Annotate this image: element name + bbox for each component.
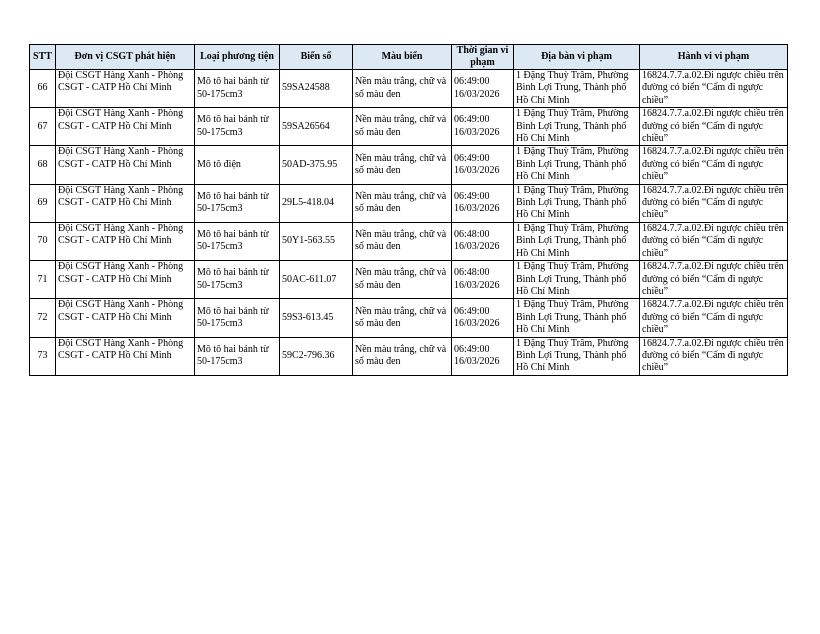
cell-violation: 16824.7.7.a.02.Đi ngược chiều trên đường có biển “Cấm đi ngược chiều” [640,299,788,337]
cell-plate: 29L5-418.04 [280,184,353,222]
cell-violation: 16824.7.7.a.02.Đi ngược chiều trên đường có biển “Cấm đi ngược chiều” [640,261,788,299]
cell-violation: 16824.7.7.a.02.Đi ngược chiều trên đường có biển “Cấm đi ngược chiều” [640,337,788,375]
cell-location: 1 Đặng Thuỳ Trâm, Phường Bình Lợi Trung, Thành phố Hồ Chí Minh [514,337,640,375]
cell-unit: Đội CSGT Hàng Xanh - Phòng CSGT - CATP Hồ Chí Minh [56,146,195,184]
table-row [30,146,788,184]
cell-vehicle-type: Mô tô hai bánh từ 50-175cm3 [195,222,280,260]
cell-violation: 16824.7.7.a.02.Đi ngược chiều trên đường có biển “Cấm đi ngược chiều” [640,70,788,108]
cell-violation: 16824.7.7.a.02.Đi ngược chiều trên đường có biển “Cấm đi ngược chiều” [640,108,788,146]
header-location: Địa bàn vi phạm [514,45,640,70]
cell-vehicle-type: Mô tô điện [195,146,280,184]
cell-time: 06:49:00 16/03/2026 [452,70,514,108]
cell-stt: 73 [30,337,56,375]
cell-unit: Đội CSGT Hàng Xanh - Phòng CSGT - CATP Hồ Chí Minh [56,184,195,222]
cell-plate: 50AC-611.07 [280,261,353,299]
cell-vehicle-type: Mô tô hai bánh từ 50-175cm3 [195,184,280,222]
cell-time: 06:48:00 16/03/2026 [452,261,514,299]
table-row [30,261,788,299]
cell-violation: 16824.7.7.a.02.Đi ngược chiều trên đường có biển “Cấm đi ngược chiều” [640,184,788,222]
cell-unit: Đội CSGT Hàng Xanh - Phòng CSGT - CATP Hồ Chí Minh [56,261,195,299]
cell-plate-color: Nền màu trắng, chữ và số màu đen [353,184,452,222]
cell-plate: 59S3-613.45 [280,299,353,337]
cell-unit: Đội CSGT Hàng Xanh - Phòng CSGT - CATP Hồ Chí Minh [56,108,195,146]
violations-table [29,44,788,376]
cell-plate-color: Nền màu trắng, chữ và số màu đen [353,70,452,108]
cell-time: 06:48:00 16/03/2026 [452,222,514,260]
cell-stt: 71 [30,261,56,299]
cell-stt: 67 [30,108,56,146]
document-page [29,44,788,376]
cell-unit: Đội CSGT Hàng Xanh - Phòng CSGT - CATP Hồ Chí Minh [56,299,195,337]
cell-plate-color: Nền màu trắng, chữ và số màu đen [353,261,452,299]
cell-unit: Đội CSGT Hàng Xanh - Phòng CSGT - CATP Hồ Chí Minh [56,337,195,375]
cell-plate: 50Y1-563.55 [280,222,353,260]
cell-plate-color: Nền màu trắng, chữ và số màu đen [353,222,452,260]
cell-plate-color: Nền màu trắng, chữ và số màu đen [353,146,452,184]
cell-plate: 59C2-796.36 [280,337,353,375]
cell-location: 1 Đặng Thuỳ Trâm, Phường Bình Lợi Trung, Thành phố Hồ Chí Minh [514,70,640,108]
header-stt: STT [30,45,56,70]
cell-vehicle-type: Mô tô hai bánh từ 50-175cm3 [195,261,280,299]
cell-location: 1 Đặng Thuỳ Trâm, Phường Bình Lợi Trung, Thành phố Hồ Chí Minh [514,299,640,337]
header-unit: Đơn vị CSGT phát hiện [56,45,195,70]
cell-vehicle-type: Mô tô hai bánh từ 50-175cm3 [195,108,280,146]
cell-location: 1 Đặng Thuỳ Trâm, Phường Bình Lợi Trung, Thành phố Hồ Chí Minh [514,146,640,184]
cell-time: 06:49:00 16/03/2026 [452,146,514,184]
cell-stt: 72 [30,299,56,337]
header-plate: Biển số [280,45,353,70]
table-row [30,222,788,260]
cell-vehicle-type: Mô tô hai bánh từ 50-175cm3 [195,337,280,375]
cell-vehicle-type: Mô tô hai bánh từ 50-175cm3 [195,299,280,337]
cell-location: 1 Đặng Thuỳ Trâm, Phường Bình Lợi Trung, Thành phố Hồ Chí Minh [514,184,640,222]
table-row [30,299,788,337]
cell-plate: 59SA26564 [280,108,353,146]
header-vehicle-type: Loại phương tiện [195,45,280,70]
cell-stt: 68 [30,146,56,184]
cell-violation: 16824.7.7.a.02.Đi ngược chiều trên đường có biển “Cấm đi ngược chiều” [640,222,788,260]
header-row [30,45,788,70]
cell-vehicle-type: Mô tô hai bánh từ 50-175cm3 [195,70,280,108]
cell-time: 06:49:00 16/03/2026 [452,337,514,375]
header-violation: Hành vi vi phạm [640,45,788,70]
cell-violation: 16824.7.7.a.02.Đi ngược chiều trên đường có biển “Cấm đi ngược chiều” [640,146,788,184]
cell-location: 1 Đặng Thuỳ Trâm, Phường Bình Lợi Trung, Thành phố Hồ Chí Minh [514,222,640,260]
cell-location: 1 Đặng Thuỳ Trâm, Phường Bình Lợi Trung, Thành phố Hồ Chí Minh [514,108,640,146]
cell-time: 06:49:00 16/03/2026 [452,299,514,337]
table-row [30,337,788,375]
table-row [30,70,788,108]
cell-plate: 50AD-375.95 [280,146,353,184]
cell-stt: 69 [30,184,56,222]
cell-location: 1 Đặng Thuỳ Trâm, Phường Bình Lợi Trung, Thành phố Hồ Chí Minh [514,261,640,299]
table-header [30,45,788,70]
cell-unit: Đội CSGT Hàng Xanh - Phòng CSGT - CATP Hồ Chí Minh [56,70,195,108]
cell-stt: 70 [30,222,56,260]
table-body [30,70,788,376]
cell-plate-color: Nền màu trắng, chữ và số màu đen [353,108,452,146]
table-row [30,184,788,222]
header-plate-color: Màu biển [353,45,452,70]
cell-plate-color: Nền màu trắng, chữ và số màu đen [353,337,452,375]
cell-plate-color: Nền màu trắng, chữ và số màu đen [353,299,452,337]
cell-plate: 59SA24588 [280,70,353,108]
cell-time: 06:49:00 16/03/2026 [452,184,514,222]
cell-unit: Đội CSGT Hàng Xanh - Phòng CSGT - CATP Hồ Chí Minh [56,222,195,260]
table-row [30,108,788,146]
cell-time: 06:49:00 16/03/2026 [452,108,514,146]
header-time: Thời gian vi phạm [452,45,514,70]
cell-stt: 66 [30,70,56,108]
